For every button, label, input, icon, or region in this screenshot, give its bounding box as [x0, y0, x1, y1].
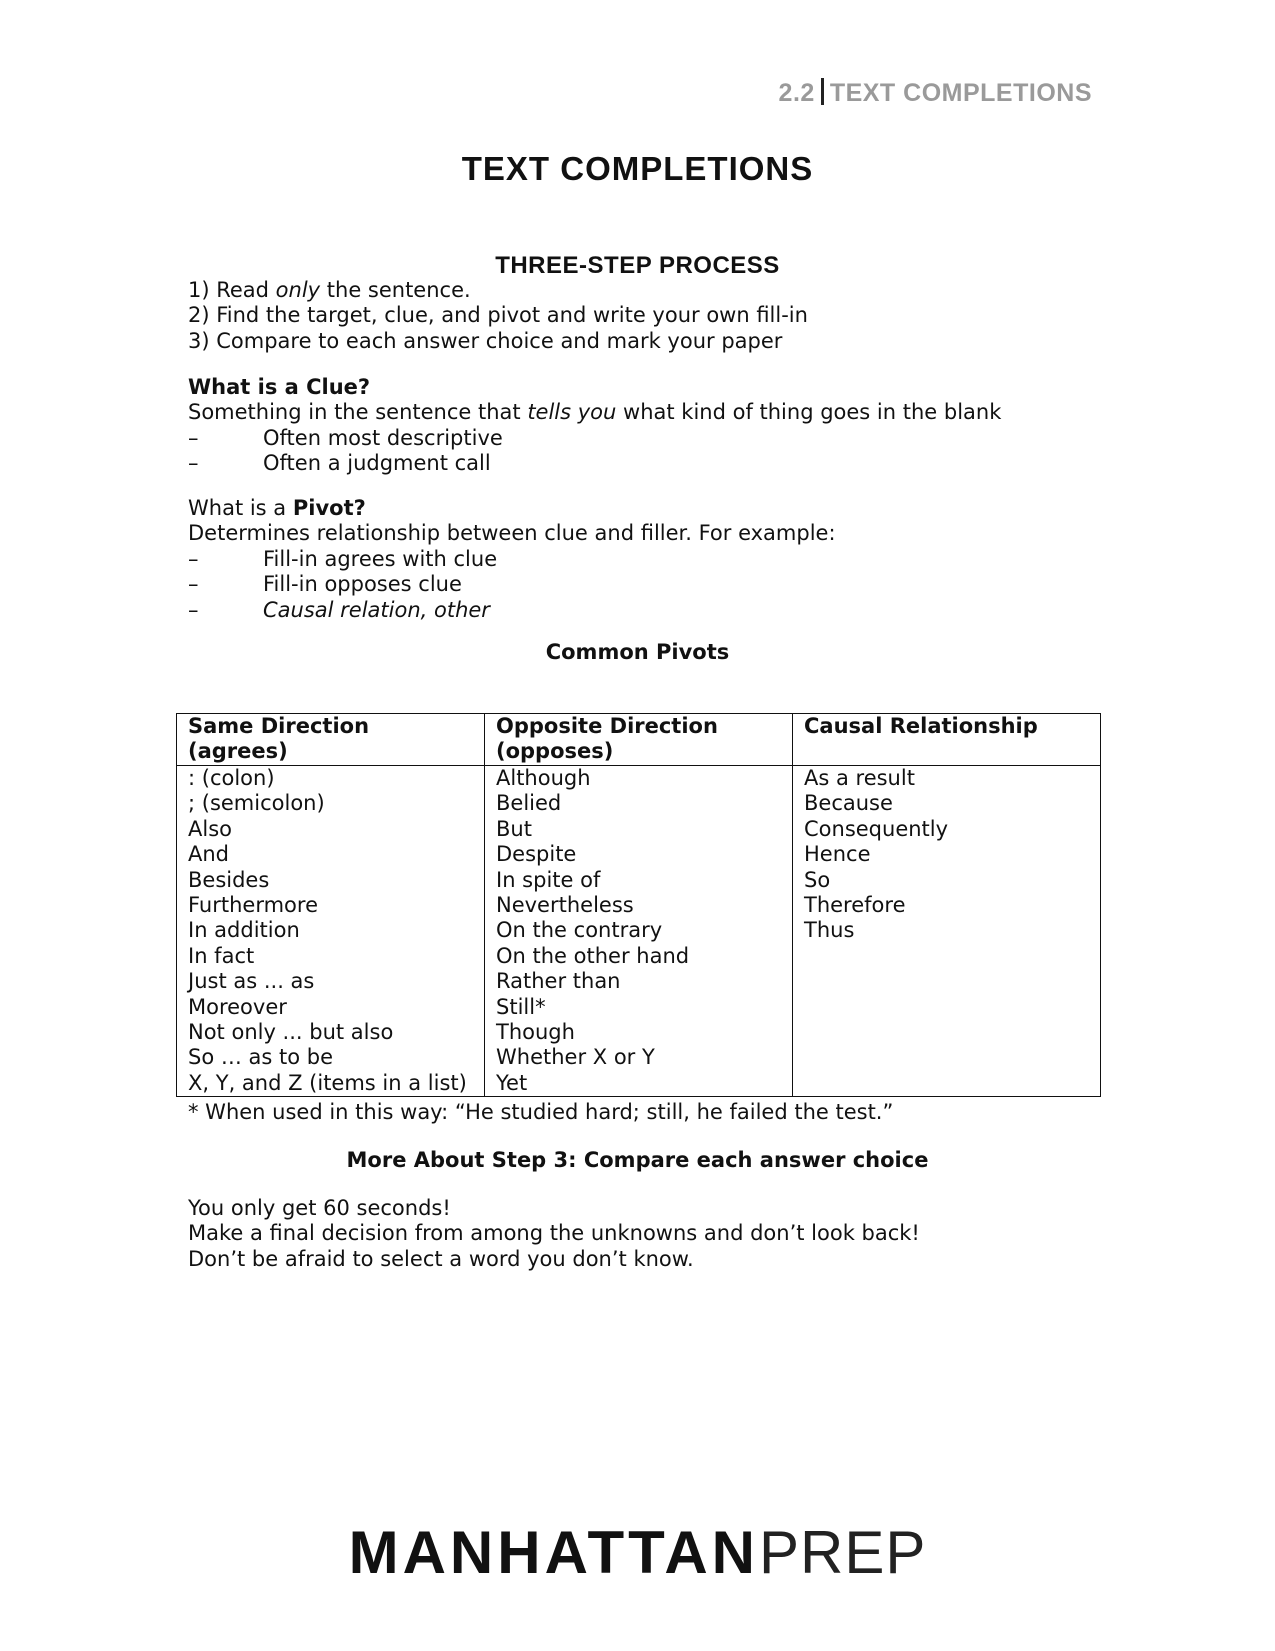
pivot-word: Thus	[804, 918, 855, 943]
pivot-word: Although	[496, 766, 591, 790]
pivot-word: Consequently	[804, 816, 949, 841]
pivot-word: Moreover	[188, 994, 287, 1019]
pivot-item: – Fill-in agrees with clue	[188, 546, 498, 571]
clue-section	[188, 375, 1001, 477]
opposite-direction-column	[485, 766, 793, 1097]
step-3: 3) Compare to each answer choice and mark your paper	[188, 328, 783, 353]
pivot-item: – Fill-in opposes clue	[188, 572, 462, 597]
pivot-description: Determines relationship between clue and filler. For example:	[188, 521, 836, 546]
pivot-word: So	[804, 867, 831, 892]
pivot-word: In addition	[188, 918, 300, 943]
header-opposite-direction: Opposite Direction (opposes)	[485, 714, 793, 766]
clue-heading: What is a Clue?	[188, 375, 371, 399]
common-pivots-title: Common Pivots	[545, 640, 730, 664]
pivot-word: In spite of	[496, 867, 601, 892]
pivot-word: Still*	[496, 994, 546, 1019]
pivot-word: : (colon)	[188, 766, 275, 790]
pivot-word: X, Y, and Z (items in a list)	[188, 1070, 467, 1095]
pivot-word: Belied	[496, 791, 562, 816]
pivot-heading: What is a Pivot?	[188, 496, 366, 520]
pivot-word: Rather than	[496, 969, 621, 994]
footnote: * When used in this way: “He studied hard; still, he failed the test.”	[188, 1100, 894, 1124]
step3-line: Don’t be afraid to select a word you don’t know.	[188, 1246, 694, 1271]
pivot-word: Furthermore	[188, 893, 318, 918]
pivot-word: Therefore	[804, 893, 906, 918]
pivot-word: In fact	[188, 943, 255, 968]
clue-item: – Often a judgment call	[188, 451, 491, 476]
common-pivots-table	[176, 713, 1101, 1097]
step3-line: You only get 60 seconds!	[188, 1196, 451, 1220]
pivot-word: So … as to be	[188, 1045, 334, 1070]
step3-more-title: More About Step 3: Compare each answer choice	[346, 1148, 929, 1172]
section-number: 2.2	[778, 79, 815, 107]
pivot-word: Nevertheless	[496, 893, 634, 918]
header-divider	[821, 78, 824, 105]
pivot-word: On the contrary	[496, 918, 663, 943]
pivot-word: And	[188, 842, 230, 867]
step-2: 2) Find the target, clue, and pivot and write your own fill-in	[188, 303, 808, 328]
clue-item: – Often most descriptive	[188, 425, 503, 450]
process-title: THREE-STEP PROCESS	[495, 252, 780, 279]
pivot-word: Hence	[804, 842, 871, 867]
same-direction-column	[177, 766, 485, 1097]
pivot-word: Also	[188, 816, 232, 841]
step3-line: Make a final decision from among the unknowns and don’t look back!	[188, 1221, 920, 1246]
pivot-word: Yet	[496, 1070, 528, 1095]
section-name: TEXT COMPLETIONS	[829, 79, 1092, 107]
pivot-section	[188, 496, 836, 623]
running-header	[779, 78, 1092, 108]
pivot-word: On the other hand	[496, 943, 690, 968]
pivot-word: Whether X or Y	[496, 1045, 655, 1070]
pivot-word: Because	[804, 791, 893, 816]
clue-description: Something in the sentence that tells you what kind of thing goes in the blank	[188, 400, 1002, 425]
pivot-word: But	[496, 816, 532, 841]
step3-more-lines	[188, 1196, 920, 1272]
pivot-word: ; (semicolon)	[188, 791, 325, 816]
brand-logo: MANHATTANPREP	[348, 1519, 927, 1586]
pivot-word: As a result	[804, 766, 915, 790]
pivot-word: Not only ... but also	[188, 1020, 394, 1045]
pivot-word: Though	[496, 1020, 575, 1045]
header-causal-relationship: Causal Relationship	[793, 714, 1101, 766]
causal-relationship-column	[793, 766, 1101, 1097]
pivot-word: Besides	[188, 867, 270, 892]
header-same-direction: Same Direction (agrees)	[177, 714, 485, 766]
pivot-word: Just as ... as	[188, 969, 315, 994]
table-row	[177, 766, 1101, 1097]
process-steps	[188, 278, 808, 354]
pivot-word: Despite	[496, 842, 577, 867]
table-header-row	[177, 714, 1101, 766]
step-1: 1) Read only the sentence.	[188, 278, 471, 302]
page-title: TEXT COMPLETIONS	[461, 150, 814, 187]
pivot-item: – Causal relation, other	[188, 597, 490, 622]
